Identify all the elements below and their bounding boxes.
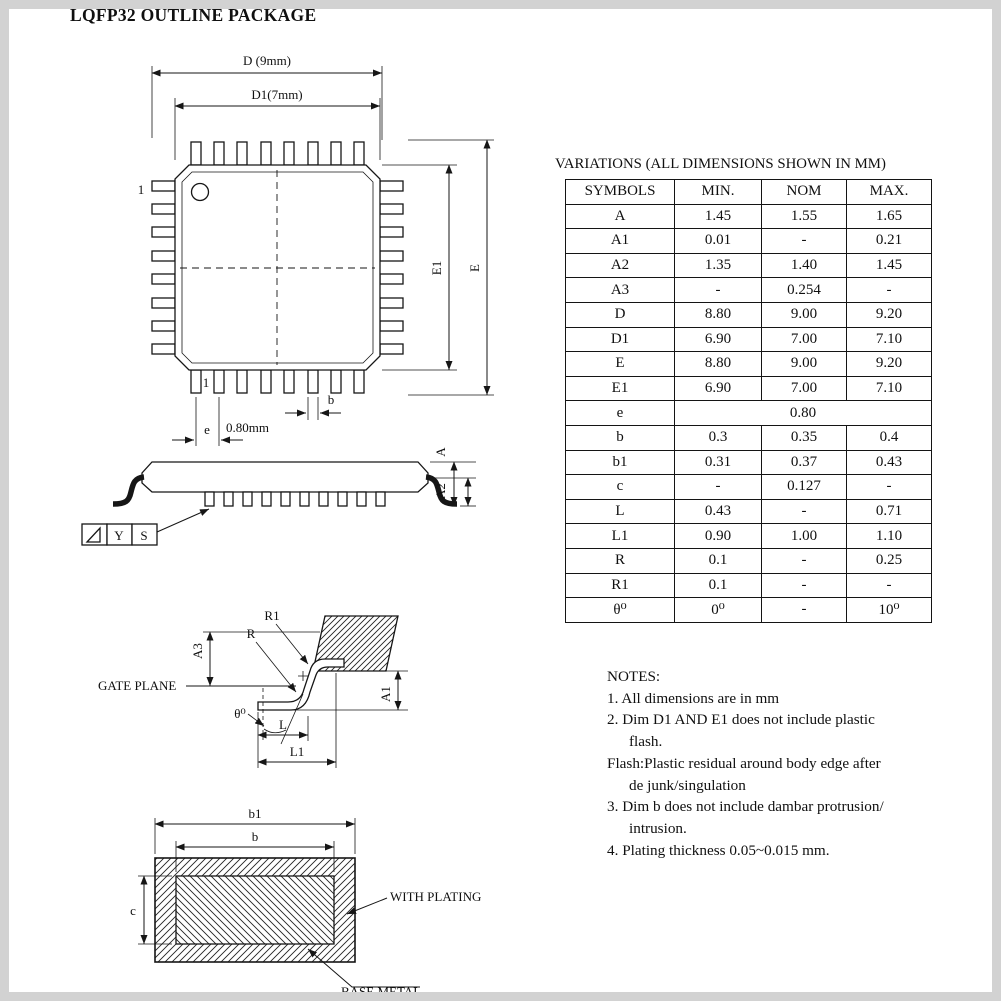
base-metal-section	[176, 876, 334, 944]
gate-plane	[98, 678, 296, 693]
value-cell: 8.80	[675, 352, 762, 377]
a3-label: A3	[190, 643, 205, 659]
dimensions-panel	[553, 156, 932, 623]
table-row	[566, 229, 932, 254]
value-cell: 0.80	[675, 401, 932, 426]
symbol-cell: A2	[566, 253, 675, 278]
value-cell: 1.10	[847, 524, 932, 549]
value-cell: 0.127	[762, 475, 847, 500]
dim-e	[408, 140, 494, 395]
symbol-cell: L	[566, 499, 675, 524]
callout-r1	[264, 608, 308, 664]
value-cell: -	[675, 475, 762, 500]
table-row	[566, 573, 932, 598]
value-cell: 6.90	[675, 376, 762, 401]
value-cell: 0.1	[675, 548, 762, 573]
notes-section	[607, 666, 959, 861]
dim-e1-label: E1	[429, 260, 444, 276]
col-symbols: SYMBOLS	[566, 180, 675, 205]
cross-section	[130, 806, 481, 999]
col-min: MIN.	[675, 180, 762, 205]
value-cell: 1.45	[675, 204, 762, 229]
table-row	[566, 204, 932, 229]
value-cell: 0.4	[847, 425, 932, 450]
gullwing-lead-profile	[258, 659, 344, 710]
dim-b	[285, 392, 341, 420]
value-cell: 9.00	[762, 302, 847, 327]
symbol-cell: A	[566, 204, 675, 229]
value-cell: 1.00	[762, 524, 847, 549]
value-cell: -	[762, 598, 847, 623]
dimensions-table-body	[566, 204, 932, 622]
table-row	[566, 352, 932, 377]
value-cell: 0.1	[675, 573, 762, 598]
col-nom: NOM	[762, 180, 847, 205]
pin1-indicator	[192, 184, 209, 201]
table-row	[566, 598, 932, 623]
value-cell: 0.71	[847, 499, 932, 524]
note-line: Flash:Plastic residual around body edge after	[607, 754, 881, 772]
value-cell: -	[847, 475, 932, 500]
value-cell: 0.254	[762, 278, 847, 303]
datum-y-label: Y	[114, 528, 124, 543]
table-row	[566, 278, 932, 303]
r1-label: R1	[264, 608, 280, 623]
value-cell: 9.20	[847, 352, 932, 377]
value-cell: 9.00	[762, 352, 847, 377]
b-label: b	[251, 829, 259, 844]
side-view	[82, 447, 476, 545]
symbol-cell: b1	[566, 450, 675, 475]
value-cell: 7.10	[847, 376, 932, 401]
r-label: R	[246, 626, 256, 641]
value-cell: -	[847, 278, 932, 303]
l1-label: L1	[289, 744, 305, 759]
dim-d1	[175, 87, 380, 160]
dimensions-table	[565, 179, 932, 623]
table-row	[566, 401, 932, 426]
value-cell: 1.65	[847, 204, 932, 229]
note-line: 2. Dim D1 AND E1 does not include plastic	[607, 711, 875, 729]
value-cell: -	[762, 548, 847, 573]
table-title: VARIATIONS (ALL DIMENSIONS SHOWN IN MM)	[555, 156, 886, 172]
right-leads	[380, 181, 403, 354]
side-body-outline	[142, 462, 428, 492]
notes-list	[607, 688, 959, 862]
value-cell: 9.20	[847, 302, 932, 327]
table-row	[566, 450, 932, 475]
dim-e1	[382, 165, 457, 370]
symbol-cell: E1	[566, 376, 675, 401]
datum-reference	[82, 509, 209, 545]
value-cell: 1.35	[675, 253, 762, 278]
page-title: LQFP32 OUTLINE PACKAGE	[70, 5, 317, 25]
left-gullwing-lead	[113, 477, 144, 504]
dim-a2-label: A2	[433, 483, 448, 499]
note-line: 3. Dim b does not include dambar protrusion/	[607, 798, 884, 816]
value-cell: -	[847, 573, 932, 598]
dim-theta	[234, 688, 303, 744]
value-cell: 7.10	[847, 327, 932, 352]
symbol-cell: c	[566, 475, 675, 500]
table-row	[566, 425, 932, 450]
dim-a-label: A	[433, 447, 448, 457]
value-cell: 0.35	[762, 425, 847, 450]
dim-b-label: b	[327, 392, 335, 407]
datum-s-label: S	[140, 528, 148, 543]
value-cell: 0.25	[847, 548, 932, 573]
c-label: c	[130, 903, 136, 918]
top-leads	[191, 142, 364, 165]
note-line: flash.	[629, 733, 663, 751]
value-cell: 0.21	[847, 229, 932, 254]
symbol-cell: b	[566, 425, 675, 450]
l-label: L	[279, 717, 287, 732]
dim-pitch	[172, 397, 269, 446]
gate-plane-label: GATE PLANE	[98, 678, 177, 693]
symbol-cell: L1	[566, 524, 675, 549]
table-row	[566, 548, 932, 573]
value-cell: -	[762, 499, 847, 524]
dim-l1	[258, 673, 336, 768]
with-plating-callout	[347, 889, 481, 914]
base-metal-label: BASE METAL	[341, 984, 422, 999]
with-plating-label: WITH PLATING	[390, 889, 482, 904]
table-row	[566, 253, 932, 278]
value-cell: 0.43	[675, 499, 762, 524]
symbol-cell: e	[566, 401, 675, 426]
symbol-cell: D1	[566, 327, 675, 352]
symbol-cell: E	[566, 352, 675, 377]
note-line: 1. All dimensions are in mm	[607, 689, 780, 707]
symbol-cell: θ⁰	[566, 598, 675, 623]
value-cell: 6.90	[675, 327, 762, 352]
value-cell: -	[675, 278, 762, 303]
table-row	[566, 475, 932, 500]
value-cell: 0.31	[675, 450, 762, 475]
symbol-cell: A3	[566, 278, 675, 303]
pin1-label-left: 1	[137, 182, 145, 197]
value-cell: -	[762, 573, 847, 598]
lead-detail	[98, 608, 408, 768]
pin1-label-bottom: 1	[202, 375, 210, 390]
value-cell: 10⁰	[847, 598, 932, 623]
value-cell: 7.00	[762, 376, 847, 401]
dim-e-label: E	[467, 264, 482, 272]
notes-title: NOTES:	[607, 668, 661, 685]
dim-pitch-value: 0.80mm	[226, 420, 269, 435]
col-max: MAX.	[847, 180, 932, 205]
value-cell: 0⁰	[675, 598, 762, 623]
value-cell: 7.00	[762, 327, 847, 352]
note-line: intrusion.	[629, 819, 687, 837]
table-row	[566, 327, 932, 352]
table-row	[566, 524, 932, 549]
a1-label: A1	[378, 686, 393, 702]
symbol-cell: R1	[566, 573, 675, 598]
callout-r	[247, 626, 296, 692]
value-cell: 0.37	[762, 450, 847, 475]
side-lead-comb	[205, 492, 385, 506]
value-cell: 0.90	[675, 524, 762, 549]
note-line: 4. Plating thickness 0.05~0.015 mm.	[607, 841, 830, 859]
bottom-leads	[191, 370, 364, 393]
theta-label: θ⁰	[234, 706, 246, 721]
left-leads	[152, 181, 175, 354]
table-row	[566, 302, 932, 327]
dim-d1-label: D1(7mm)	[251, 87, 303, 102]
value-cell: 8.80	[675, 302, 762, 327]
symbol-cell: A1	[566, 229, 675, 254]
value-cell: -	[762, 229, 847, 254]
datum-leader	[157, 509, 209, 532]
value-cell: 0.01	[675, 229, 762, 254]
symbol-cell: D	[566, 302, 675, 327]
b1-label: b1	[248, 806, 262, 821]
table-header-row	[566, 180, 932, 205]
value-cell: 0.43	[847, 450, 932, 475]
top-view	[138, 53, 494, 446]
value-cell: 1.45	[847, 253, 932, 278]
symbol-cell: R	[566, 548, 675, 573]
value-cell: 1.40	[762, 253, 847, 278]
dim-pitch-symbol: e	[204, 422, 210, 437]
value-cell: 1.55	[762, 204, 847, 229]
note-line: de junk/singulation	[629, 776, 746, 794]
value-cell: 0.3	[675, 425, 762, 450]
dim-d-label: D (9mm)	[242, 53, 292, 68]
table-row	[566, 376, 932, 401]
table-row	[566, 499, 932, 524]
